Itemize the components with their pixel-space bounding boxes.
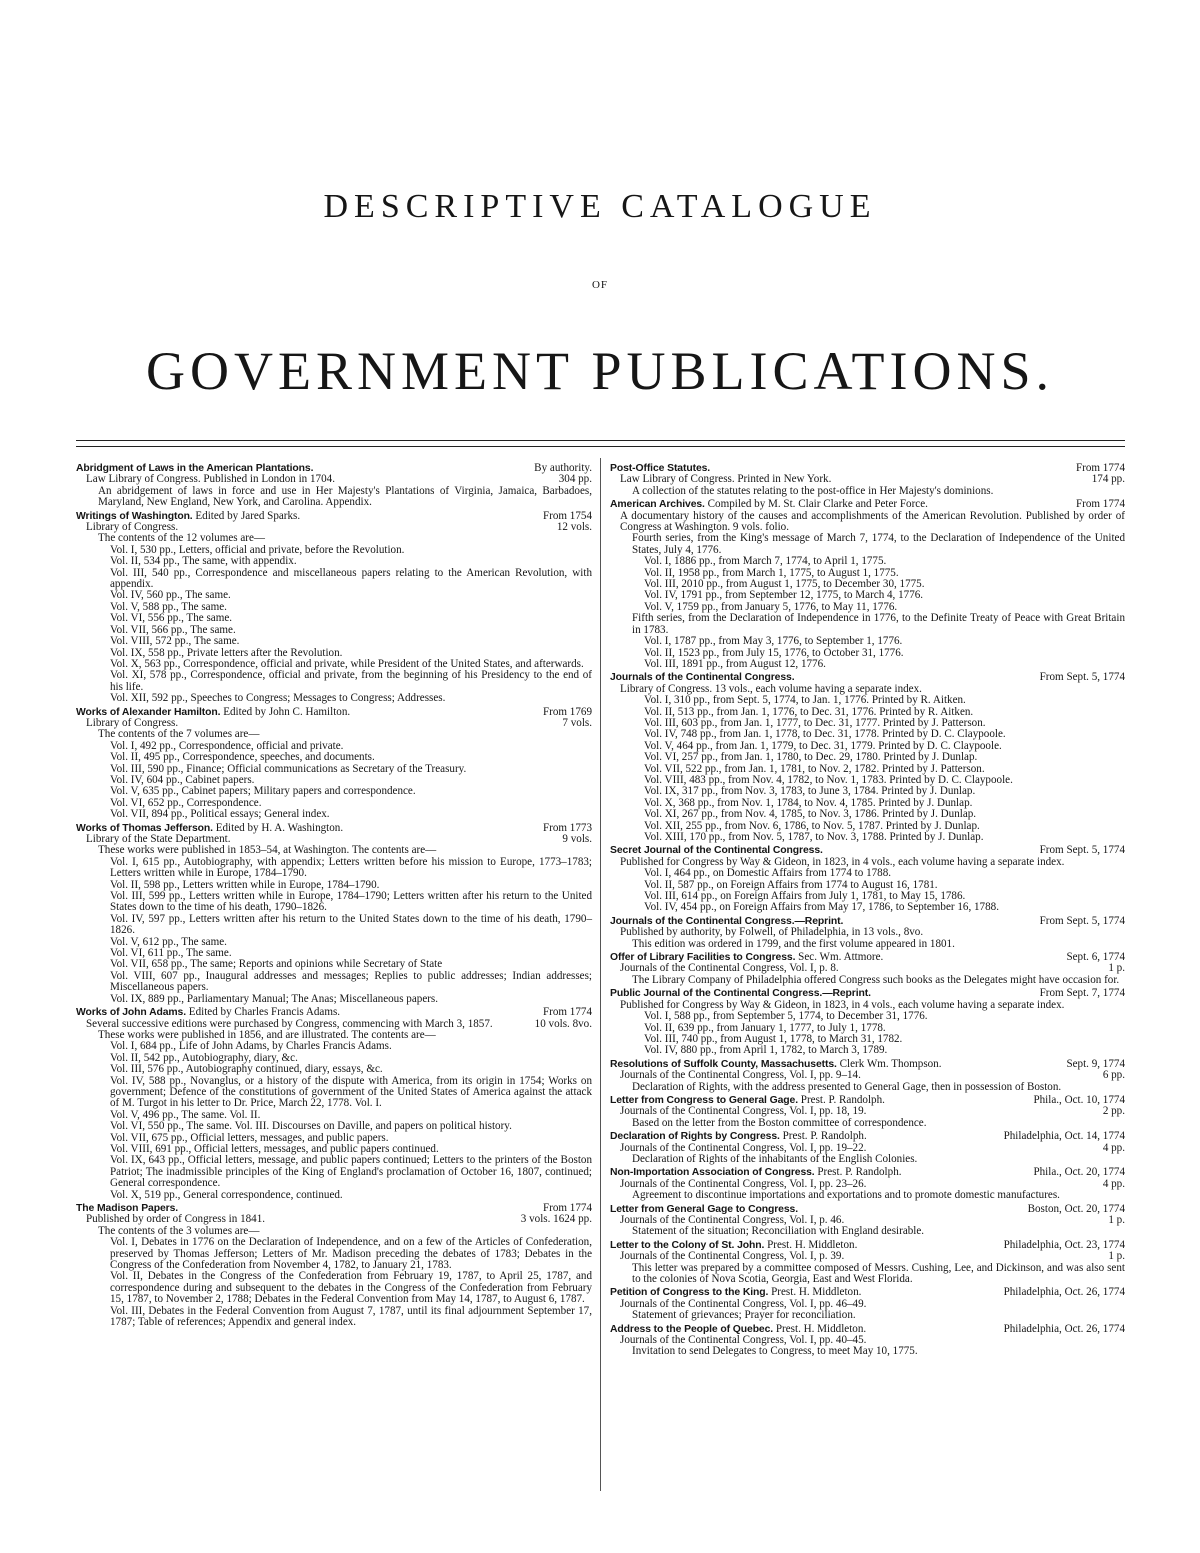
description-line: The Library Company of Philadelphia offered Congress such books as the Delegates might have occasion for.: [632, 973, 1120, 986]
volume-line: Vol. XII, 255 pp., from Nov. 6, 1786, to Nov. 5, 1787. Printed by J. Dunlap.: [644, 819, 980, 832]
entry-heading-left: [610, 1131, 867, 1142]
entry-editor: Edited by Jared Sparks.: [195, 509, 301, 522]
entry-editor: Prest. H. Middleton.: [771, 1286, 862, 1299]
description-line: Fourth series, from the King's message of March 7, 1774, to the Declaration of Independence of the United States, July 4, 1776.: [632, 532, 1125, 556]
entry-date: From 1774: [1075, 498, 1125, 511]
entry-date: From 1774: [542, 1006, 592, 1019]
entry-publisher: Journals of the Continental Congress, Vol. I, pp. 18, 19.: [620, 1105, 867, 1118]
entry-title: Public Journal of the Continental Congress.—Reprint.: [610, 988, 871, 1000]
entry-publisher: Published by order of Congress in 1841.: [86, 1213, 266, 1226]
entry-title: Declaration of Rights by Congress.: [610, 1131, 780, 1143]
entry-publisher: Published for Congress by Way & Gideon, in 1823, in 4 vols., each volume having a separate index.: [620, 998, 1065, 1011]
entry-heading: [610, 988, 1125, 999]
title-connector: OF: [591, 279, 609, 291]
entry-date: Philadelphia, Oct. 26, 1774: [1003, 1286, 1125, 1299]
entry-title: Letter from General Gage to Congress.: [610, 1203, 798, 1215]
catalogue-entry: [76, 1007, 592, 1201]
volume-line: Vol. IV, 454 pp., on Foreign Affairs from May 17, 1786, to September 16, 1788.: [644, 901, 999, 914]
entry-date: Philadelphia, Oct. 14, 1774: [1003, 1130, 1125, 1143]
entry-publisher: Several successive editions were purchased by Congress, commencing with March 3, 1857.: [86, 1017, 493, 1030]
catalogue-entry: [610, 1059, 1125, 1093]
volume-line: Vol. III, 2010 pp., from August 1, 1775, to December 30, 1775.: [644, 578, 925, 591]
volume-line: Vol. X, 519 pp., General correspondence, continued.: [110, 1188, 343, 1201]
volume-line: Vol. I, 588 pp., from September 5, 1774, to December 31, 1776.: [644, 1010, 928, 1023]
entry-heading: [610, 672, 1125, 683]
entry-editor: Sec. Wm. Attmore.: [798, 951, 884, 964]
entry-title: Journals of the Continental Congress.—Reprint.: [610, 915, 844, 927]
volume-line: Vol. I, Debates in 1776 on the Declaration of Independence, and on a few of the Articles of Confederation, preserved by Thomas Jefferson; Letters of Mr. Madison preceding the debates of 1783; Debates in the Congress of the Confederation from November 4, 1782, to January 21, 1783.: [110, 1236, 592, 1272]
description-line: Fifth series, from the Declaration of Independence in 1776, to the Definite Treaty of Peace with Great Britain in 1783.: [632, 612, 1125, 636]
catalogue-title: DESCRIPTIVE CATALOGUE: [323, 188, 877, 225]
description-line: Invitation to send Delegates to Congress, to meet May 10, 1775.: [632, 1345, 918, 1358]
entry-date: From Sept. 5, 1774: [1039, 671, 1125, 684]
entry-size: 174 pp.: [1091, 473, 1125, 486]
catalogue-entry: [610, 988, 1125, 1056]
description-line: The contents of the 3 volumes are—: [98, 1224, 260, 1237]
description-line: This edition was ordered in 1799, and the first volume appeared in 1801.: [632, 937, 955, 950]
entry-size: 3 vols. 1624 pp.: [520, 1213, 592, 1226]
entry-title: The Madison Papers.: [76, 1203, 179, 1214]
entry-title: Letter from Congress to General Gage.: [610, 1094, 798, 1106]
entry-heading-left: [76, 1007, 340, 1018]
entry-publisher: Library of Congress.: [86, 521, 179, 534]
catalogue-entry: [610, 845, 1125, 913]
entry-date: From 1773: [542, 821, 592, 834]
volume-line: Vol. IV, 588 pp., Novanglus, or a history of the dispute with America, from its origin in 1754; Works on government; Defence of the constitutions of government of the United States of America against the attack of M. Turgot in his letter to Dr. Price, March 22, 1778. Vol. I.: [110, 1074, 592, 1110]
volume-line: Vol. III, 540 pp., Correspondence and miscellaneous papers relating to the American Revolution, with appendix.: [110, 566, 592, 591]
publications-title: GOVERNMENT PUBLICATIONS.: [145, 341, 1055, 401]
entry-publisher: Journals of the Continental Congress, Vol. I, pp. 23–26.: [620, 1177, 867, 1190]
entry-publication: [610, 1251, 1125, 1262]
description-line: This letter was prepared by a committee composed of Messrs. Cushing, Lee, and Dickinson, and was also sent to the colonies of Nova Scotia, Georgia, East and West Florida.: [632, 1261, 1125, 1286]
entry-title: Petition of Congress to the King.: [610, 1287, 769, 1299]
catalogue-entry: [610, 672, 1125, 843]
entry-publication: [610, 1070, 1125, 1081]
entry-publication: [610, 927, 1125, 938]
volume-line: Vol. IV, 560 pp., The same.: [110, 589, 231, 602]
volume-line: Vol. XI, 267 pp., from Nov. 4, 1785, to Nov. 3, 1786. Printed by J. Dunlap.: [644, 808, 977, 821]
volume-line: Vol. III, 603 pp., from Jan. 1, 1777, to Dec. 31, 1777. Printed by J. Patterson.: [644, 716, 986, 729]
left-column: [76, 463, 592, 1330]
entry-date: From Sept. 5, 1774: [1039, 844, 1125, 857]
description-line: A documentary history of the causes and accomplishments of the American Revolution. Published by order of Congress at Washington. 9 vols. folio.: [620, 509, 1125, 534]
volume-line: Vol. X, 368 pp., from Nov. 1, 1784, to Nov. 4, 1785. Printed by J. Dunlap.: [644, 796, 973, 809]
entry-heading-left: [610, 499, 928, 510]
volume-line: Vol. I, 530 pp., Letters, official and private, before the Revolution.: [110, 543, 405, 556]
entry-title: Non-Importation Association of Congress.: [610, 1167, 815, 1179]
volume-line: Vol. VII, 894 pp., Political essays; General index.: [110, 808, 330, 821]
volume-line: Vol. VII, 522 pp., from Jan. 1, 1781, to Nov. 2, 1782. Printed by J. Patterson.: [644, 762, 985, 775]
volume-line: Vol. VII, 658 pp., The same; Reports and opinions while Secretary of State: [110, 958, 443, 971]
description-line: These works were published in 1853–54, at Washington. The contents are—: [98, 844, 437, 857]
entry-title: Letter to the Colony of St. John.: [610, 1239, 765, 1251]
volume-line: Vol. IV, 597 pp., Letters written after his return to the United States down to the time of his death, 1790–1826.: [110, 912, 592, 937]
volume-line: Vol. VIII, 691 pp., Official letters, messages, and public papers continued.: [110, 1142, 439, 1155]
description-line: An abridgement of laws in force and use in Her Majesty's Plantations of Virginia, Jamaica, Barbadoes, Maryland, New England, New York, and Carolina. Appendix.: [98, 484, 592, 509]
entry-publisher: Published by authority, by Folwell, of Philadelphia, in 13 vols., 8vo.: [620, 926, 924, 939]
entry-publisher: Law Library of Congress. Printed in New York.: [620, 473, 832, 486]
entry-publisher: Journals of the Continental Congress, Vol. I, pp. 46–49.: [620, 1297, 867, 1310]
column-divider: [600, 458, 601, 1491]
entry-editor: Prest. H. Middleton.: [767, 1238, 858, 1251]
entry-date: From 1769: [542, 705, 592, 718]
entry-editor: Clerk Wm. Thompson.: [839, 1057, 942, 1070]
entry-editor: Edited by Charles Francis Adams.: [188, 1006, 341, 1019]
catalogue-entry: [610, 1167, 1125, 1201]
volume-line: Vol. V, 496 pp., The same. Vol. II.: [110, 1108, 261, 1121]
entry-editor: Compiled by M. St. Clair Clarke and Peter Force.: [707, 498, 928, 511]
catalogue-entry: [610, 1287, 1125, 1321]
volume-line: Vol. V, 464 pp., from Jan. 1, 1779, to Dec. 31, 1779. Printed by D. C. Claypoole.: [644, 739, 1002, 752]
entry-size: 4 pp.: [1102, 1177, 1125, 1190]
entry-title: Works of Thomas Jefferson.: [76, 822, 213, 834]
description-line: Declaration of Rights of the inhabitants of the English Colonies.: [632, 1152, 918, 1165]
description-line: These works were published in 1856, and are illustrated. The contents are—: [98, 1028, 436, 1041]
volume-line: Vol. II, 1958 pp., from March 1, 1775, to August 1, 1775.: [644, 566, 899, 579]
volume-line: Vol. III, 576 pp., Autobiography continued, diary, essays, &c.: [110, 1063, 383, 1076]
volume-line: Vol. V, 635 pp., Cabinet papers; Military papers and correspondence.: [110, 785, 416, 798]
entry-title: Journals of the Continental Congress.: [610, 672, 795, 684]
volume-line: Vol. IX, 317 pp., from Nov. 3, 1783, to June 3, 1784. Printed by J. Dunlap.: [644, 785, 976, 798]
catalogue-entry: [610, 916, 1125, 950]
volume-line: Vol. VI, 652 pp., Correspondence.: [110, 796, 262, 809]
catalogue-entry: [610, 1204, 1125, 1238]
description-line: Based on the letter from the Boston committee of correspondence.: [632, 1116, 927, 1129]
volume-line: Vol. II, 534 pp., The same, with appendix.: [110, 555, 297, 568]
entry-size: 2 pp.: [1102, 1105, 1125, 1118]
entry-size: 9 vols.: [562, 833, 592, 845]
entry-publisher: Journals of the Continental Congress, Vol. I, p. 46.: [620, 1214, 845, 1226]
volume-line: Vol. VII, 675 pp., Official letters, messages, and public papers.: [110, 1131, 389, 1144]
right-column: [610, 463, 1125, 1360]
description-line: Declaration of Rights, with the address presented to General Gage, then in possession of Boston.: [632, 1080, 1062, 1093]
description-line: The contents of the 7 volumes are—: [98, 728, 260, 741]
entry-date: From 1774: [1075, 462, 1125, 474]
volume-line: Vol. VIII, 572 pp., The same.: [110, 635, 240, 648]
volume-line: Vol. XI, 578 pp., Correspondence, official and private, from the beginning of his Presidency to the end of his life.: [110, 669, 592, 693]
header-rule-bottom: [76, 446, 1125, 447]
volume-line: Vol. IV, 880 pp., from April 1, 1782, to March 3, 1789.: [644, 1044, 888, 1057]
entry-date: Phila., Oct. 20, 1774: [1033, 1166, 1125, 1179]
volume-line: Vol. VII, 566 pp., The same.: [110, 623, 236, 636]
volume-line: Vol. VI, 611 pp., The same.: [110, 947, 232, 960]
volume-line: Vol. I, 684 pp., Life of John Adams, by Charles Francis Adams.: [110, 1040, 392, 1053]
entry-size: 6 pp.: [1102, 1069, 1125, 1082]
catalogue-entry: [76, 1203, 592, 1328]
volume-line: Vol. II, 587 pp., on Foreign Affairs from 1774 to August 16, 1781.: [644, 878, 938, 891]
volume-line: Vol. II, Debates in the Congress of the Confederation from February 19, 1787, to April 25, 1787, and correspondence during and subsequent to the debates in the Congress of the Confederation from February 15, 1787, to November 2, 1788; Debates in the Federal Convention from May 14, 1787, to August 6, 1787.: [110, 1270, 592, 1306]
catalogue-entry: [76, 463, 592, 509]
volume-line: Vol. IX, 643 pp., Official letters, message, and public papers continued; Letters to the printers of the Boston Patriot; The inadmissible principles of the King of England's proclamation of October 16, 1807, continued; General correspondence.: [110, 1154, 592, 1190]
entry-date: Philadelphia, Oct. 26, 1774: [1003, 1322, 1125, 1335]
entry-date: From 1754: [542, 509, 592, 522]
entry-date: Boston, Oct. 20, 1774: [1027, 1202, 1125, 1215]
entry-publisher: Published for Congress by Way & Gideon, in 1823, in 4 vols., each volume having a separate index.: [620, 855, 1065, 868]
volume-line: Vol. I, 1787 pp., from May 3, 1776, to September 1, 1776.: [644, 635, 903, 648]
entry-publisher: Journals of the Continental Congress, Vol. I, pp. 40–45.: [620, 1334, 867, 1347]
volume-line: Vol. I, 615 pp., Autobiography, with appendix; Letters written before his mission to Europe, 1773–1783; Letters written while in Europe, 1784–1790.: [110, 855, 592, 880]
entry-editor: Prest. P. Randolph.: [800, 1093, 885, 1106]
entry-publisher: Law Library of Congress. Published in London in 1704.: [86, 473, 335, 486]
entry-size: 1 p.: [1108, 1214, 1125, 1226]
volume-line: Vol. II, 1523 pp., from July 15, 1776, to October 31, 1776.: [644, 646, 904, 659]
entry-date: Philadelphia, Oct. 23, 1774: [1003, 1238, 1125, 1251]
entry-heading-left: [610, 672, 795, 683]
entry-size: 7 vols.: [562, 716, 592, 729]
entry-title: Works of Alexander Hamilton.: [76, 706, 221, 718]
volume-line: Vol. III, 599 pp., Letters written while in Europe, 1784–1790; Letters written after his return to the United States down to the time of his death, 1790–1826.: [110, 890, 592, 914]
volume-line: Vol. VIII, 483 pp., from Nov. 4, 1782, to Nov. 1, 1783. Printed by D. C. Claypoole.: [644, 773, 1013, 786]
volume-line: Vol. VI, 550 pp., The same. Vol. III. Discourses on Daville, and papers on political history.: [110, 1120, 512, 1133]
entry-publisher: Library of Congress. 13 vols., each volume having a separate index.: [620, 682, 922, 695]
entry-title: Resolutions of Suffolk County, Massachusetts.: [610, 1058, 837, 1070]
volume-line: Vol. IX, 889 pp., Parliamentary Manual; The Anas; Miscellaneous papers.: [110, 992, 439, 1005]
volume-line: Vol. V, 1759 pp., from January 5, 1776, to May 11, 1776.: [644, 600, 898, 613]
volume-line: Vol. X, 563 pp., Correspondence, official and private, while President of the United States, and afterwards.: [110, 657, 584, 670]
entry-date: Sept. 9, 1774: [1066, 1057, 1125, 1070]
volume-line: Vol. II, 542 pp., Autobiography, diary, &c.: [110, 1051, 298, 1064]
volume-line: Vol. XIII, 170 pp., from Nov. 5, 1787, to Nov. 3, 1788. Printed by J. Dunlap.: [644, 831, 984, 843]
entry-title: Post-Office Statutes.: [610, 463, 711, 474]
entry-title: Works of John Adams.: [76, 1007, 187, 1019]
description-line: The contents of the 12 volumes are—: [98, 532, 265, 545]
entry-heading: [610, 1131, 1125, 1142]
catalogue-entry: [610, 1131, 1125, 1165]
volume-line: Vol. V, 588 pp., The same.: [110, 600, 227, 613]
volume-line: Vol. III, 614 pp., on Foreign Affairs from July 1, 1781, to May 15, 1786.: [644, 890, 966, 903]
volume-line: Vol. IV, 748 pp., from Jan. 1, 1778, to Dec. 31, 1778. Printed by D. C. Claypoole.: [644, 728, 1006, 741]
entry-title: Offer of Library Facilities to Congress.: [610, 952, 796, 964]
catalogue-entry: [610, 952, 1125, 986]
entry-title: Abridgment of Laws in the American Plantations.: [76, 463, 314, 474]
entry-publisher: Journals of the Continental Congress, Vol. I, p. 8.: [620, 962, 839, 975]
volume-line: Vol. II, 598 pp., Letters written while in Europe, 1784–1790.: [110, 878, 380, 891]
volume-line: Vol. II, 513 pp., from Jan. 1, 1776, to Dec. 31, 1776. Printed by R. Aitken.: [644, 705, 974, 718]
entry-date: From Sept. 5, 1774: [1039, 914, 1125, 927]
entry-size: 304 pp.: [558, 473, 592, 486]
entry-size: 4 pp.: [1102, 1141, 1125, 1154]
entry-editor: Prest. P. Randolph.: [817, 1166, 902, 1179]
entry-size: 10 vols. 8vo.: [534, 1017, 592, 1030]
description-line: Statement of the situation; Reconciliation with England desirable.: [632, 1225, 925, 1238]
entry-heading-left: [610, 988, 871, 999]
volume-line: Vol. IV, 1791 pp., from September 12, 1775, to March 4, 1776.: [644, 589, 924, 602]
catalogue-entry: [76, 707, 592, 821]
volume-line: Vol. I, 464 pp., on Domestic Affairs from 1774 to 1788.: [644, 867, 892, 880]
description-line: Statement of grievances; Prayer for reconciliation.: [632, 1309, 856, 1322]
entry-size: 1 p.: [1108, 1250, 1125, 1263]
catalogue-entry: [76, 511, 592, 705]
catalogue-entry: [610, 1240, 1125, 1286]
entry-date: Phila., Oct. 10, 1774: [1033, 1093, 1125, 1106]
entry-title: American Archives.: [610, 499, 705, 511]
entry-editor: Edited by H. A. Washington.: [215, 821, 344, 834]
entry-editor: Edited by John C. Hamilton.: [223, 705, 351, 718]
catalogue-entry: [610, 499, 1125, 670]
entry-title: Secret Journal of the Continental Congress.: [610, 845, 823, 857]
volume-line: Vol. III, 740 pp., from August 1, 1778, to March 31, 1782.: [644, 1032, 903, 1045]
volume-line: Vol. III, 590 pp., Finance; Official communications as Secretary of the Treasury.: [110, 762, 467, 775]
volume-line: Vol. III, Debates in the Federal Convention from August 7, 1787, until its final adjournment September 17, 1787; Table of references; Appendix and general index.: [110, 1304, 592, 1329]
entry-editor: Prest. P. Randolph.: [782, 1130, 867, 1143]
description-line: Agreement to discontinue importations and exportations and to promote domestic manufactures.: [632, 1189, 1060, 1202]
catalogue-entry: [610, 1324, 1125, 1358]
catalogue-entry: [76, 823, 592, 1006]
description-line: A collection of the statutes relating to the post-office in Her Majesty's dominions.: [632, 484, 994, 497]
entry-date: By authority.: [534, 462, 592, 474]
entry-publisher: Journals of the Continental Congress, Vol. I, pp. 9–14.: [620, 1069, 861, 1082]
entry-publisher: Library of the State Department.: [86, 833, 231, 845]
volume-line: Vol. VI, 257 pp., from Jan. 1, 1780, to Dec. 29, 1780. Printed by J. Dunlap.: [644, 751, 978, 764]
entry-title: Writings of Washington.: [76, 510, 193, 522]
volume-line: Vol. XII, 592 pp., Speeches to Congress; Messages to Congress; Addresses.: [110, 692, 446, 705]
volume-line: Vol. I, 310 pp., from Sept. 5, 1774, to Jan. 1, 1776. Printed by R. Aitken.: [644, 694, 966, 707]
header-rule-top: [76, 440, 1125, 441]
entry-publisher: Library of Congress.: [86, 716, 179, 729]
entry-heading: [76, 1007, 592, 1018]
entry-heading: [610, 499, 1125, 510]
entry-publisher: Journals of the Continental Congress, Vol. I, pp. 19–22.: [620, 1141, 867, 1154]
entry-editor: Prest. H. Middleton.: [775, 1322, 867, 1335]
volume-line: Vol. II, 495 pp., Correspondence, speeches, and documents.: [110, 751, 375, 764]
volume-line: Vol. IX, 558 pp., Private letters after the Revolution.: [110, 646, 343, 659]
entry-title: Address to the People of Quebec.: [610, 1323, 774, 1335]
entry-publisher: Journals of the Continental Congress, Vol. I, p. 39.: [620, 1250, 845, 1263]
entry-date: From 1774: [542, 1202, 592, 1214]
volume-line: Vol. VI, 556 pp., The same.: [110, 612, 233, 625]
volume-line: Vol. IV, 604 pp., Cabinet papers.: [110, 773, 255, 786]
volume-line: Vol. II, 639 pp., from January 1, 1777, to July 1, 1778.: [644, 1021, 886, 1034]
entry-date: Sept. 6, 1774: [1066, 951, 1125, 964]
volume-line: Vol. VIII, 607 pp., Inaugural addresses and messages; Replies to public addresses; Indian addresses; Miscellaneous papers.: [110, 969, 592, 994]
entry-size: 12 vols.: [556, 521, 592, 534]
volume-line: Vol. III, 1891 pp., from August 12, 1776.: [644, 657, 826, 670]
entry-date: From Sept. 7, 1774: [1039, 987, 1125, 1000]
volume-line: Vol. I, 492 pp., Correspondence, official and private.: [110, 739, 344, 752]
entry-size: 1 p.: [1108, 962, 1125, 975]
catalogue-entry: [610, 463, 1125, 497]
volume-line: Vol. V, 612 pp., The same.: [110, 935, 227, 948]
catalogue-entry: [610, 1095, 1125, 1129]
volume-line: Vol. I, 1886 pp., from March 7, 1774, to April 1, 1775.: [644, 555, 887, 568]
